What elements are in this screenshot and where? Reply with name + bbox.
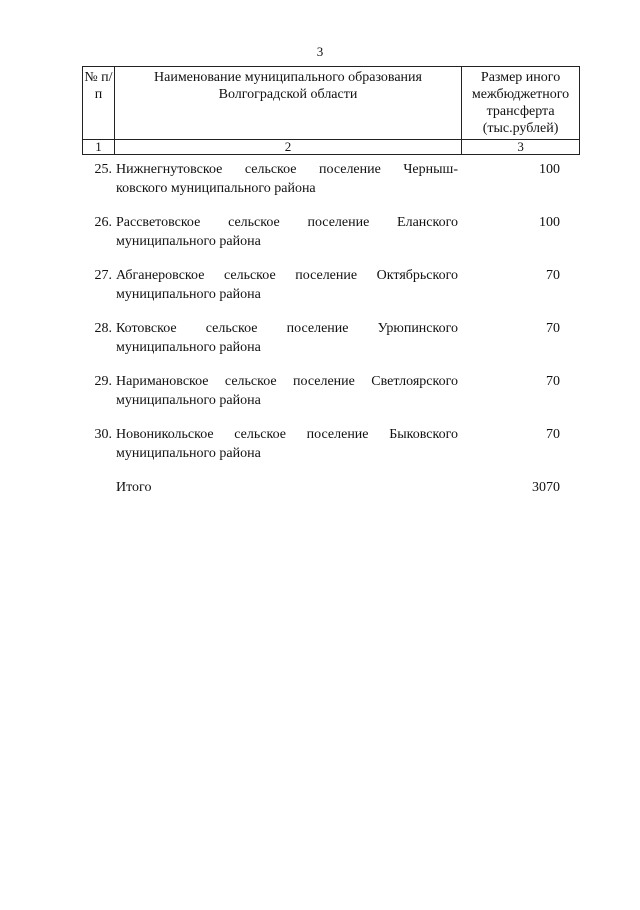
page-number: 3 xyxy=(316,44,324,59)
row-number: 29. xyxy=(94,374,112,389)
header-name: Наименование муниципального образования Волгоградской области xyxy=(114,67,461,140)
column-index-2: 2 xyxy=(114,140,461,155)
table-row xyxy=(82,213,580,266)
row-value: 100 xyxy=(539,215,560,230)
row-value: 70 xyxy=(546,321,560,336)
row-name-line-2: муниципального района xyxy=(116,393,261,408)
column-index-1: 1 xyxy=(83,140,115,155)
row-name-line-2: муниципального района xyxy=(116,234,261,249)
row-name xyxy=(116,372,458,410)
table-header xyxy=(82,66,580,155)
header-amount: Размер иного межбюджетного трансферта (тыс.рублей) xyxy=(462,67,580,140)
row-number: 26. xyxy=(94,215,112,230)
row-number: 25. xyxy=(94,162,112,177)
row-name-line-1: Котовское сельское поселение Урюпинского xyxy=(116,321,458,336)
row-value: 70 xyxy=(546,374,560,389)
table-body xyxy=(82,160,580,502)
column-index-3: 3 xyxy=(462,140,580,155)
row-value: 70 xyxy=(546,427,560,442)
row-value: 100 xyxy=(539,162,560,177)
table-row xyxy=(82,425,580,478)
table-row xyxy=(82,160,580,213)
row-value: 70 xyxy=(546,268,560,283)
row-name xyxy=(116,266,458,304)
table-row xyxy=(82,319,580,372)
row-name-line-2: муниципального района xyxy=(116,446,261,461)
header-number: № п/п xyxy=(83,67,115,140)
row-number: 28. xyxy=(94,321,112,336)
row-name xyxy=(116,319,458,357)
row-name-line-1: Новоникольское сельское поселение Быковского xyxy=(116,427,458,442)
row-name xyxy=(116,160,458,198)
row-name-line-1: Рассветовское сельское поселение Еланского xyxy=(116,215,458,230)
row-name-line-2: муниципального района xyxy=(116,340,261,355)
table-row xyxy=(82,266,580,319)
total-label: Итого xyxy=(116,480,152,495)
row-name-line-1: Абганеровское сельское поселение Октябрьского xyxy=(116,268,458,283)
total-row xyxy=(82,478,580,502)
row-name xyxy=(116,213,458,251)
row-number: 30. xyxy=(94,427,112,442)
row-name-line-2: муниципального района xyxy=(116,287,261,302)
row-name-line-1: Нижнегнутовское сельское поселение Черныш- xyxy=(116,162,458,177)
row-name xyxy=(116,425,458,463)
row-name-line-1: Наримановское сельское поселение Светлоярского xyxy=(116,374,458,389)
table-row xyxy=(82,372,580,425)
row-number: 27. xyxy=(94,268,112,283)
total-value: 3070 xyxy=(532,480,560,495)
row-name-line-2: ковского муниципального района xyxy=(116,181,316,196)
